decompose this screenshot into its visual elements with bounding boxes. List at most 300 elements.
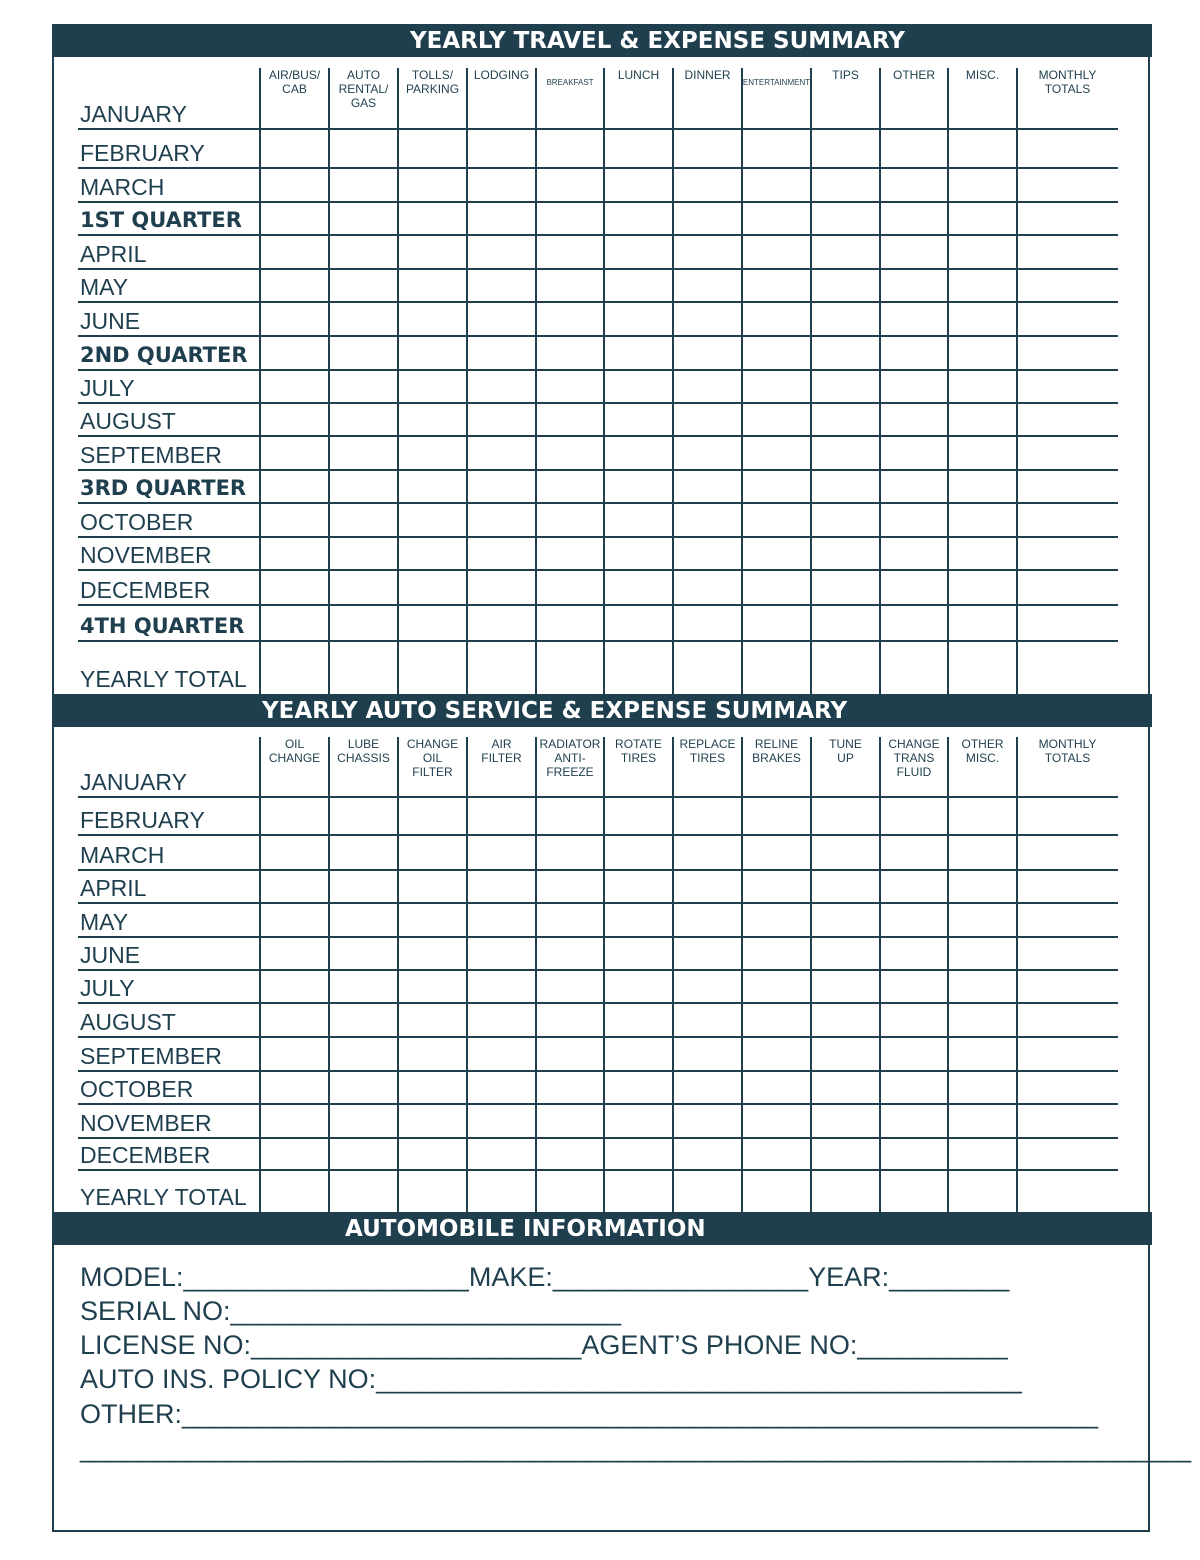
travel-entry-cell[interactable] <box>1018 304 1117 334</box>
travel-entry-cell[interactable] <box>881 237 947 267</box>
travel-entry-cell[interactable] <box>261 131 328 166</box>
auto-entry-cell[interactable] <box>1018 939 1117 968</box>
auto-entry-cell[interactable] <box>330 872 397 901</box>
auto-entry-cell[interactable] <box>605 1140 672 1168</box>
license-agent-phone-line[interactable]: LICENSE NO:______________________AGENT’S PHONE NO:__________ <box>80 1330 1008 1360</box>
travel-entry-cell[interactable] <box>537 607 603 639</box>
travel-entry-cell[interactable] <box>261 304 328 334</box>
travel-entry-cell[interactable] <box>1018 204 1117 233</box>
travel-entry-cell[interactable] <box>881 539 947 568</box>
travel-entry-cell[interactable] <box>949 204 1016 233</box>
auto-entry-cell[interactable] <box>537 739 603 795</box>
auto-entry-cell[interactable] <box>399 799 466 833</box>
auto-entry-cell[interactable] <box>1018 1073 1117 1102</box>
travel-entry-cell[interactable] <box>605 572 672 603</box>
travel-entry-cell[interactable] <box>399 372 466 401</box>
auto-entry-cell[interactable] <box>468 972 535 1001</box>
travel-entry-cell[interactable] <box>261 572 328 603</box>
travel-entry-cell[interactable] <box>743 643 810 692</box>
travel-entry-cell[interactable] <box>1018 70 1117 127</box>
auto-entry-cell[interactable] <box>812 872 879 901</box>
auto-entry-cell[interactable] <box>881 939 947 968</box>
travel-entry-cell[interactable] <box>537 472 603 501</box>
auto-entry-cell[interactable] <box>743 1172 810 1210</box>
auto-entry-cell[interactable] <box>881 1172 947 1210</box>
travel-entry-cell[interactable] <box>812 572 879 603</box>
auto-entry-cell[interactable] <box>468 739 535 795</box>
auto-entry-cell[interactable] <box>949 799 1016 833</box>
travel-entry-cell[interactable] <box>261 170 328 200</box>
auto-entry-cell[interactable] <box>399 1140 466 1168</box>
auto-entry-cell[interactable] <box>330 739 397 795</box>
auto-entry-cell[interactable] <box>399 837 466 868</box>
travel-entry-cell[interactable] <box>330 338 397 368</box>
auto-entry-cell[interactable] <box>881 1106 947 1136</box>
travel-entry-cell[interactable] <box>949 405 1016 434</box>
travel-entry-cell[interactable] <box>330 131 397 166</box>
auto-entry-cell[interactable] <box>1018 739 1117 795</box>
travel-entry-cell[interactable] <box>399 204 466 233</box>
travel-entry-cell[interactable] <box>261 338 328 368</box>
auto-entry-cell[interactable] <box>812 905 879 935</box>
travel-entry-cell[interactable] <box>812 472 879 501</box>
travel-entry-cell[interactable] <box>330 572 397 603</box>
travel-entry-cell[interactable] <box>743 607 810 639</box>
auto-entry-cell[interactable] <box>399 739 466 795</box>
travel-entry-cell[interactable] <box>743 237 810 267</box>
travel-entry-cell[interactable] <box>468 572 535 603</box>
auto-entry-cell[interactable] <box>881 837 947 868</box>
auto-entry-cell[interactable] <box>743 939 810 968</box>
travel-entry-cell[interactable] <box>881 505 947 535</box>
auto-entry-cell[interactable] <box>468 905 535 935</box>
travel-entry-cell[interactable] <box>605 338 672 368</box>
auto-entry-cell[interactable] <box>674 939 741 968</box>
travel-entry-cell[interactable] <box>537 438 603 468</box>
auto-entry-cell[interactable] <box>743 1039 810 1069</box>
auto-entry-cell[interactable] <box>537 1172 603 1210</box>
travel-entry-cell[interactable] <box>399 539 466 568</box>
travel-entry-cell[interactable] <box>812 607 879 639</box>
travel-entry-cell[interactable] <box>261 237 328 267</box>
travel-entry-cell[interactable] <box>468 539 535 568</box>
auto-entry-cell[interactable] <box>743 1073 810 1102</box>
travel-entry-cell[interactable] <box>605 271 672 300</box>
travel-entry-cell[interactable] <box>881 170 947 200</box>
travel-entry-cell[interactable] <box>1018 372 1117 401</box>
travel-entry-cell[interactable] <box>605 237 672 267</box>
auto-entry-cell[interactable] <box>812 1106 879 1136</box>
travel-entry-cell[interactable] <box>330 607 397 639</box>
travel-entry-cell[interactable] <box>674 237 741 267</box>
travel-entry-cell[interactable] <box>881 405 947 434</box>
travel-entry-cell[interactable] <box>537 572 603 603</box>
auto-entry-cell[interactable] <box>399 1106 466 1136</box>
travel-entry-cell[interactable] <box>605 131 672 166</box>
auto-entry-cell[interactable] <box>261 939 328 968</box>
travel-entry-cell[interactable] <box>949 472 1016 501</box>
auto-entry-cell[interactable] <box>261 837 328 868</box>
travel-entry-cell[interactable] <box>743 372 810 401</box>
travel-entry-cell[interactable] <box>1018 539 1117 568</box>
travel-entry-cell[interactable] <box>674 338 741 368</box>
travel-entry-cell[interactable] <box>812 372 879 401</box>
travel-entry-cell[interactable] <box>743 338 810 368</box>
travel-entry-cell[interactable] <box>1018 643 1117 692</box>
travel-entry-cell[interactable] <box>399 643 466 692</box>
travel-entry-cell[interactable] <box>949 438 1016 468</box>
travel-entry-cell[interactable] <box>674 271 741 300</box>
travel-entry-cell[interactable] <box>399 237 466 267</box>
travel-entry-cell[interactable] <box>605 405 672 434</box>
auto-entry-cell[interactable] <box>1018 872 1117 901</box>
travel-entry-cell[interactable] <box>674 643 741 692</box>
auto-entry-cell[interactable] <box>743 872 810 901</box>
auto-entry-cell[interactable] <box>330 799 397 833</box>
travel-entry-cell[interactable] <box>468 643 535 692</box>
travel-entry-cell[interactable] <box>949 338 1016 368</box>
auto-entry-cell[interactable] <box>261 799 328 833</box>
travel-entry-cell[interactable] <box>261 438 328 468</box>
travel-entry-cell[interactable] <box>330 237 397 267</box>
travel-entry-cell[interactable] <box>674 505 741 535</box>
auto-entry-cell[interactable] <box>743 972 810 1001</box>
travel-entry-cell[interactable] <box>949 643 1016 692</box>
travel-entry-cell[interactable] <box>949 304 1016 334</box>
travel-entry-cell[interactable] <box>399 438 466 468</box>
travel-entry-cell[interactable] <box>605 472 672 501</box>
travel-entry-cell[interactable] <box>812 70 879 127</box>
auto-entry-cell[interactable] <box>674 1106 741 1136</box>
auto-entry-cell[interactable] <box>812 739 879 795</box>
auto-entry-cell[interactable] <box>674 972 741 1001</box>
travel-entry-cell[interactable] <box>881 572 947 603</box>
auto-entry-cell[interactable] <box>1018 1039 1117 1069</box>
auto-entry-cell[interactable] <box>949 872 1016 901</box>
travel-entry-cell[interactable] <box>537 405 603 434</box>
auto-entry-cell[interactable] <box>537 972 603 1001</box>
auto-entry-cell[interactable] <box>812 1039 879 1069</box>
travel-entry-cell[interactable] <box>537 204 603 233</box>
auto-entry-cell[interactable] <box>261 905 328 935</box>
travel-entry-cell[interactable] <box>399 170 466 200</box>
auto-entry-cell[interactable] <box>743 837 810 868</box>
travel-entry-cell[interactable] <box>1018 572 1117 603</box>
travel-entry-cell[interactable] <box>399 572 466 603</box>
auto-entry-cell[interactable] <box>949 1140 1016 1168</box>
auto-entry-cell[interactable] <box>468 837 535 868</box>
travel-entry-cell[interactable] <box>537 505 603 535</box>
travel-entry-cell[interactable] <box>537 643 603 692</box>
auto-entry-cell[interactable] <box>949 939 1016 968</box>
travel-entry-cell[interactable] <box>812 505 879 535</box>
auto-entry-cell[interactable] <box>468 1005 535 1035</box>
travel-entry-cell[interactable] <box>330 170 397 200</box>
travel-entry-cell[interactable] <box>330 204 397 233</box>
travel-entry-cell[interactable] <box>1018 170 1117 200</box>
auto-entry-cell[interactable] <box>949 1106 1016 1136</box>
auto-entry-cell[interactable] <box>949 905 1016 935</box>
travel-entry-cell[interactable] <box>674 372 741 401</box>
travel-entry-cell[interactable] <box>468 505 535 535</box>
auto-entry-cell[interactable] <box>261 739 328 795</box>
auto-entry-cell[interactable] <box>261 1172 328 1210</box>
travel-entry-cell[interactable] <box>1018 607 1117 639</box>
auto-entry-cell[interactable] <box>674 905 741 935</box>
travel-entry-cell[interactable] <box>743 70 810 127</box>
auto-entry-cell[interactable] <box>1018 905 1117 935</box>
auto-entry-cell[interactable] <box>674 1073 741 1102</box>
auto-entry-cell[interactable] <box>330 1106 397 1136</box>
travel-entry-cell[interactable] <box>330 372 397 401</box>
travel-entry-cell[interactable] <box>399 271 466 300</box>
auto-entry-cell[interactable] <box>261 972 328 1001</box>
auto-entry-cell[interactable] <box>330 1172 397 1210</box>
travel-entry-cell[interactable] <box>674 539 741 568</box>
travel-entry-cell[interactable] <box>881 131 947 166</box>
auto-entry-cell[interactable] <box>949 837 1016 868</box>
auto-entry-cell[interactable] <box>674 1005 741 1035</box>
auto-entry-cell[interactable] <box>261 1039 328 1069</box>
auto-entry-cell[interactable] <box>330 1005 397 1035</box>
travel-entry-cell[interactable] <box>261 405 328 434</box>
auto-entry-cell[interactable] <box>812 799 879 833</box>
travel-entry-cell[interactable] <box>330 539 397 568</box>
auto-entry-cell[interactable] <box>881 1039 947 1069</box>
travel-entry-cell[interactable] <box>537 372 603 401</box>
travel-entry-cell[interactable] <box>949 271 1016 300</box>
travel-entry-cell[interactable] <box>261 505 328 535</box>
travel-entry-cell[interactable] <box>812 237 879 267</box>
auto-entry-cell[interactable] <box>261 1106 328 1136</box>
travel-entry-cell[interactable] <box>743 204 810 233</box>
travel-entry-cell[interactable] <box>399 338 466 368</box>
travel-entry-cell[interactable] <box>881 271 947 300</box>
auto-entry-cell[interactable] <box>881 1140 947 1168</box>
travel-entry-cell[interactable] <box>605 70 672 127</box>
travel-entry-cell[interactable] <box>881 438 947 468</box>
travel-entry-cell[interactable] <box>881 204 947 233</box>
auto-entry-cell[interactable] <box>605 837 672 868</box>
travel-entry-cell[interactable] <box>1018 405 1117 434</box>
travel-entry-cell[interactable] <box>537 338 603 368</box>
auto-entry-cell[interactable] <box>537 837 603 868</box>
auto-entry-cell[interactable] <box>881 905 947 935</box>
travel-entry-cell[interactable] <box>949 237 1016 267</box>
auto-entry-cell[interactable] <box>468 939 535 968</box>
travel-entry-cell[interactable] <box>1018 237 1117 267</box>
auto-entry-cell[interactable] <box>399 1172 466 1210</box>
travel-entry-cell[interactable] <box>812 204 879 233</box>
travel-entry-cell[interactable] <box>743 405 810 434</box>
travel-entry-cell[interactable] <box>1018 505 1117 535</box>
travel-entry-cell[interactable] <box>468 271 535 300</box>
auto-entry-cell[interactable] <box>674 1140 741 1168</box>
auto-entry-cell[interactable] <box>537 1073 603 1102</box>
auto-entry-cell[interactable] <box>743 1005 810 1035</box>
travel-entry-cell[interactable] <box>674 131 741 166</box>
travel-entry-cell[interactable] <box>605 505 672 535</box>
other-line[interactable]: OTHER:_____________________________________________________________ <box>80 1399 1098 1429</box>
travel-entry-cell[interactable] <box>468 237 535 267</box>
travel-entry-cell[interactable] <box>399 70 466 127</box>
travel-entry-cell[interactable] <box>674 204 741 233</box>
auto-entry-cell[interactable] <box>812 1172 879 1210</box>
travel-entry-cell[interactable] <box>881 472 947 501</box>
auto-entry-cell[interactable] <box>812 1140 879 1168</box>
travel-entry-cell[interactable] <box>812 338 879 368</box>
travel-entry-cell[interactable] <box>1018 271 1117 300</box>
auto-entry-cell[interactable] <box>1018 1172 1117 1210</box>
travel-entry-cell[interactable] <box>468 304 535 334</box>
auto-entry-cell[interactable] <box>1018 1140 1117 1168</box>
travel-entry-cell[interactable] <box>1018 438 1117 468</box>
travel-entry-cell[interactable] <box>399 505 466 535</box>
travel-entry-cell[interactable] <box>261 472 328 501</box>
auto-entry-cell[interactable] <box>468 1039 535 1069</box>
auto-entry-cell[interactable] <box>330 1073 397 1102</box>
auto-entry-cell[interactable] <box>949 1039 1016 1069</box>
travel-entry-cell[interactable] <box>674 304 741 334</box>
auto-entry-cell[interactable] <box>330 1039 397 1069</box>
travel-entry-cell[interactable] <box>812 438 879 468</box>
travel-entry-cell[interactable] <box>261 643 328 692</box>
auto-entry-cell[interactable] <box>605 872 672 901</box>
travel-entry-cell[interactable] <box>674 405 741 434</box>
travel-entry-cell[interactable] <box>330 472 397 501</box>
auto-entry-cell[interactable] <box>743 739 810 795</box>
auto-entry-cell[interactable] <box>949 739 1016 795</box>
auto-entry-cell[interactable] <box>537 1039 603 1069</box>
travel-entry-cell[interactable] <box>881 607 947 639</box>
auto-entry-cell[interactable] <box>468 1140 535 1168</box>
travel-entry-cell[interactable] <box>674 70 741 127</box>
travel-entry-cell[interactable] <box>605 204 672 233</box>
auto-entry-cell[interactable] <box>537 939 603 968</box>
travel-entry-cell[interactable] <box>949 572 1016 603</box>
travel-entry-cell[interactable] <box>674 438 741 468</box>
travel-entry-cell[interactable] <box>537 304 603 334</box>
travel-entry-cell[interactable] <box>605 170 672 200</box>
auto-entry-cell[interactable] <box>743 1140 810 1168</box>
auto-entry-cell[interactable] <box>605 905 672 935</box>
auto-entry-cell[interactable] <box>605 939 672 968</box>
auto-entry-cell[interactable] <box>812 939 879 968</box>
auto-entry-cell[interactable] <box>949 1172 1016 1210</box>
auto-entry-cell[interactable] <box>537 1106 603 1136</box>
auto-entry-cell[interactable] <box>1018 799 1117 833</box>
travel-entry-cell[interactable] <box>468 204 535 233</box>
travel-entry-cell[interactable] <box>468 372 535 401</box>
auto-entry-cell[interactable] <box>812 972 879 1001</box>
auto-entry-cell[interactable] <box>743 1106 810 1136</box>
auto-entry-cell[interactable] <box>1018 972 1117 1001</box>
travel-entry-cell[interactable] <box>881 372 947 401</box>
auto-entry-cell[interactable] <box>674 799 741 833</box>
auto-entry-cell[interactable] <box>881 972 947 1001</box>
auto-entry-cell[interactable] <box>468 799 535 833</box>
travel-entry-cell[interactable] <box>743 438 810 468</box>
auto-entry-cell[interactable] <box>674 1039 741 1069</box>
travel-entry-cell[interactable] <box>743 170 810 200</box>
auto-entry-cell[interactable] <box>537 1005 603 1035</box>
auto-entry-cell[interactable] <box>468 1073 535 1102</box>
travel-entry-cell[interactable] <box>261 204 328 233</box>
travel-entry-cell[interactable] <box>812 405 879 434</box>
travel-entry-cell[interactable] <box>881 70 947 127</box>
travel-entry-cell[interactable] <box>949 539 1016 568</box>
travel-entry-cell[interactable] <box>399 131 466 166</box>
auto-entry-cell[interactable] <box>537 1140 603 1168</box>
auto-entry-cell[interactable] <box>261 872 328 901</box>
travel-entry-cell[interactable] <box>1018 131 1117 166</box>
auto-entry-cell[interactable] <box>468 1172 535 1210</box>
travel-entry-cell[interactable] <box>537 70 603 127</box>
travel-entry-cell[interactable] <box>537 131 603 166</box>
travel-entry-cell[interactable] <box>330 438 397 468</box>
auto-entry-cell[interactable] <box>605 1172 672 1210</box>
auto-entry-cell[interactable] <box>399 905 466 935</box>
travel-entry-cell[interactable] <box>605 372 672 401</box>
auto-ins-policy-line[interactable]: AUTO INS. POLICY NO:___________________________________________ <box>80 1364 1022 1394</box>
travel-entry-cell[interactable] <box>330 405 397 434</box>
auto-entry-cell[interactable] <box>468 1106 535 1136</box>
travel-entry-cell[interactable] <box>949 131 1016 166</box>
travel-entry-cell[interactable] <box>537 539 603 568</box>
travel-entry-cell[interactable] <box>468 472 535 501</box>
auto-entry-cell[interactable] <box>330 939 397 968</box>
auto-entry-cell[interactable] <box>881 1073 947 1102</box>
travel-entry-cell[interactable] <box>1018 338 1117 368</box>
auto-entry-cell[interactable] <box>605 799 672 833</box>
model-make-year-line[interactable]: MODEL:___________________MAKE:_________________YEAR:________ <box>80 1262 1010 1292</box>
auto-entry-cell[interactable] <box>261 1140 328 1168</box>
travel-entry-cell[interactable] <box>468 438 535 468</box>
auto-entry-cell[interactable] <box>1018 1106 1117 1136</box>
travel-entry-cell[interactable] <box>537 271 603 300</box>
travel-entry-cell[interactable] <box>605 643 672 692</box>
travel-entry-cell[interactable] <box>330 304 397 334</box>
travel-entry-cell[interactable] <box>399 304 466 334</box>
travel-entry-cell[interactable] <box>743 505 810 535</box>
travel-entry-cell[interactable] <box>261 607 328 639</box>
auto-entry-cell[interactable] <box>812 837 879 868</box>
travel-entry-cell[interactable] <box>330 643 397 692</box>
travel-entry-cell[interactable] <box>605 539 672 568</box>
auto-entry-cell[interactable] <box>1018 1005 1117 1035</box>
auto-entry-cell[interactable] <box>468 872 535 901</box>
travel-entry-cell[interactable] <box>743 304 810 334</box>
auto-entry-cell[interactable] <box>399 1073 466 1102</box>
travel-entry-cell[interactable] <box>881 304 947 334</box>
travel-entry-cell[interactable] <box>743 539 810 568</box>
travel-entry-cell[interactable] <box>812 170 879 200</box>
auto-entry-cell[interactable] <box>330 905 397 935</box>
auto-entry-cell[interactable] <box>330 972 397 1001</box>
auto-entry-cell[interactable] <box>537 905 603 935</box>
other-continuation-line[interactable]: __________________________________________________________________________ <box>80 1433 1192 1463</box>
auto-entry-cell[interactable] <box>949 972 1016 1001</box>
travel-entry-cell[interactable] <box>949 70 1016 127</box>
travel-entry-cell[interactable] <box>743 271 810 300</box>
auto-entry-cell[interactable] <box>743 799 810 833</box>
travel-entry-cell[interactable] <box>330 271 397 300</box>
travel-entry-cell[interactable] <box>261 539 328 568</box>
travel-entry-cell[interactable] <box>468 170 535 200</box>
auto-entry-cell[interactable] <box>674 739 741 795</box>
auto-entry-cell[interactable] <box>399 939 466 968</box>
auto-entry-cell[interactable] <box>812 1005 879 1035</box>
